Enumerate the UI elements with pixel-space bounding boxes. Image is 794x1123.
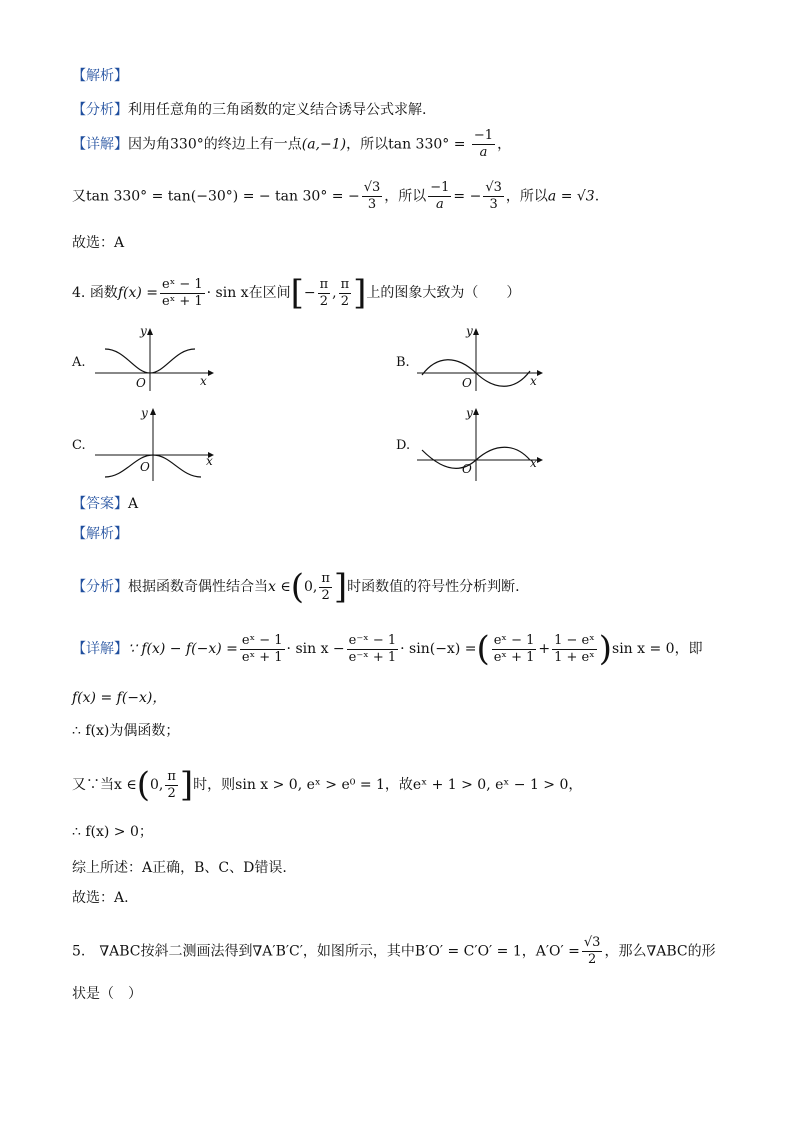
question-4: 4. 函数f(x) = $\frac{\text{eˣ − 1}}{\text{eˣ + 1}}$ · sin x在区间[− $\frac{\pi}{2}$ , $\frac{\pi}{2}$ ]上的图象大致为（ ）	[72, 273, 521, 313]
svg-text:O: O	[140, 460, 150, 474]
fraction: $\frac{-1}{a}$	[473, 128, 494, 160]
fraction: $\frac{\pi}{2}$	[340, 276, 350, 309]
svg-text:y: y	[140, 324, 147, 338]
question-5-cont: 状是（ ）	[72, 986, 142, 1002]
svg-text:x: x	[530, 456, 537, 470]
analysis-line-2: 【分析】根据函数奇偶性结合当x ∈(0, $\frac{\pi}{2}$ ]时函数值的符号性分析判断.	[72, 567, 520, 607]
svg-text:O: O	[462, 376, 472, 390]
detail-tag: 【详解】	[72, 136, 128, 153]
detail-line-2: 又tan 330° = tan(−30°) = − tan 30° = − $\frac{√3}{3}$ ，所以 $\frac{-1}{a}$ = − $\frac{√3}{3}$ ，所以a = √3.	[72, 180, 600, 212]
fraction: $\frac{\text{e⁻ˣ − 1}}{\text{e⁻ˣ + 1}}$	[348, 632, 397, 665]
svg-text:O: O	[462, 462, 472, 476]
option-d-label: D.	[396, 438, 411, 453]
option-d-graph	[412, 405, 552, 485]
svg-text:y: y	[141, 406, 148, 420]
line-even: ∴ f(x)为偶函数；	[72, 723, 180, 739]
fraction: $\frac{√3}{2}$	[583, 935, 601, 967]
detail-line-1: 【详解】因为角330°的终边上有一点(a,−1)，所以tan 330° = $\frac{-1}{a}$ ，	[72, 128, 512, 160]
svg-text:x: x	[200, 374, 207, 388]
line-positive: ∴ f(x) > 0；	[72, 824, 153, 840]
fraction: $\frac{√3}{3}$	[363, 180, 381, 212]
answer-select-1: 故选：A	[72, 235, 125, 251]
question-5: 5. ∇ABC按斜二测画法得到∇A′B′C′，如图所示，其中B′O′ = C′O′ = 1，A′O′ = $\frac{√3}{2}$ ，那么∇ABC的形	[72, 935, 716, 967]
fraction: $\frac{\text{eˣ − 1}}{\text{eˣ + 1}}$	[162, 276, 203, 309]
fraction: $\frac{\text{eˣ − 1}}{\text{eˣ + 1}}$	[241, 632, 283, 665]
analysis-line-1	[72, 100, 426, 120]
analysis-tag: 【分析】	[72, 102, 128, 118]
answer-line: 【答案】A	[72, 496, 139, 512]
option-b-label: B.	[396, 355, 410, 370]
option-c-label: C.	[72, 438, 86, 453]
fraction: $\frac{-1}{a}$	[430, 180, 450, 212]
point: (a,−1)	[301, 136, 347, 153]
line-fx-equal: f(x) = f(−x)，	[72, 690, 167, 706]
jiexi-heading-2: 【解析】	[72, 526, 128, 542]
option-a-graph	[90, 325, 220, 395]
option-b-graph	[412, 325, 552, 395]
fraction: $\frac{\pi}{2}$	[321, 570, 330, 603]
fraction: $\frac{\text{eˣ − 1}}{\text{eˣ + 1}}$	[493, 632, 535, 665]
svg-text:y: y	[466, 406, 473, 420]
analysis-text: 利用任意角的三角函数的定义结合诱导公式求解.	[128, 102, 427, 118]
fraction: $\frac{√3}{3}$	[485, 180, 502, 212]
detail-text-b: ，所以tan 330° =	[346, 136, 466, 153]
fraction: $\frac{\text{1 − eˣ}}{\text{1 + eˣ}}$	[554, 632, 595, 665]
detail-line-3: 【详解】∵ f(x) − f(−x) = $\frac{\text{eˣ − 1}}{\text{eˣ + 1}}$ · sin x − $\frac{\text{e⁻ˣ − 1}}{\text{e⁻ˣ + 1}}$ · sin(−x) =( $\frac{\text{eˣ − 1}}{\text{eˣ + 1}}$ + $\frac{\text{1 − eˣ}}{\text{1 + eˣ}}$ )sin x = 0，即	[72, 629, 703, 669]
svg-text:x: x	[206, 454, 213, 468]
option-a-label: A.	[72, 355, 86, 370]
svg-text:O: O	[136, 376, 146, 390]
answer-select-2: 故选：A.	[72, 890, 129, 906]
svg-text:x: x	[530, 374, 537, 388]
line-when: 又∵当x ∈(0, $\frac{\pi}{2}$ ]时，则sin x > 0, eˣ > e⁰ = 1，故eˣ + 1 > 0, eˣ − 1 > 0，	[72, 765, 583, 805]
detail-text: 因为角330°的终边上有一点	[128, 136, 302, 153]
jiexi-heading-1: 【解析】	[72, 68, 128, 84]
fraction: $\frac{\pi}{2}$	[319, 276, 329, 309]
fraction: $\frac{\pi}{2}$	[167, 768, 176, 801]
summary-line: 综上所述：A正确，B、C、D错误.	[72, 860, 287, 876]
option-c-graph	[90, 405, 220, 485]
svg-text:y: y	[466, 324, 473, 338]
